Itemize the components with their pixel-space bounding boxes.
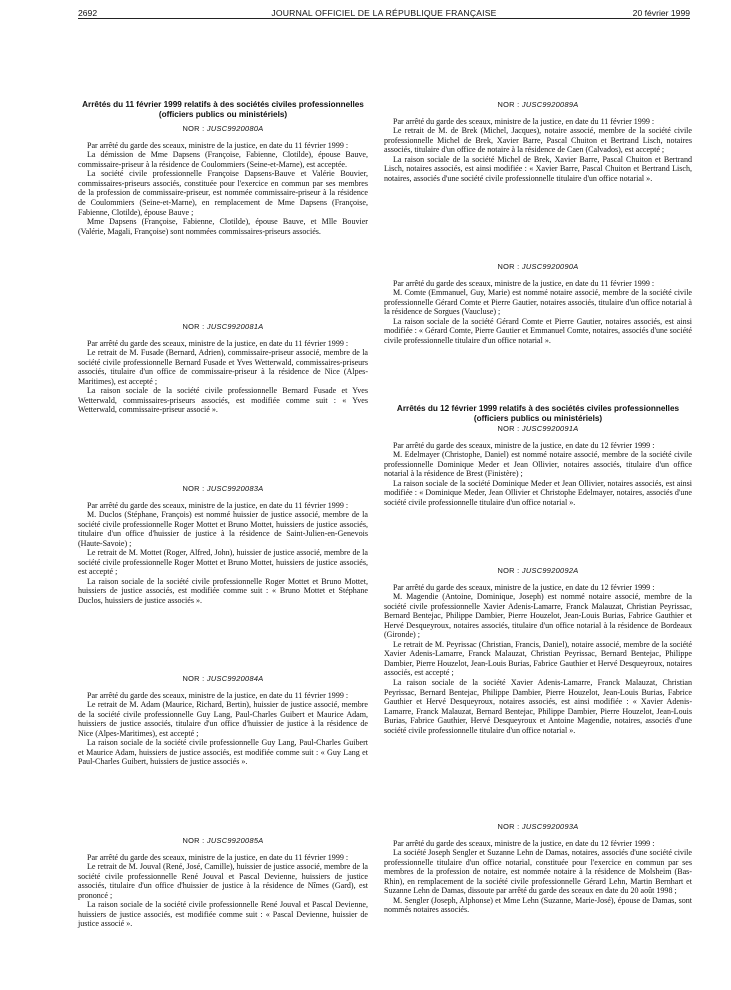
paragraph: Par arrêté du garde des sceaux, ministre de la justice, en date du 11 février 1999 : [393, 278, 655, 288]
nor-reference: NOR : JUSC9920084A [182, 674, 264, 683]
issue-date: 20 février 1999 [632, 8, 690, 18]
paragraph: La raison sociale de la société civile professionnelle Guy Lang, Paul-Charles Guibert et Maurice Adam, huissiers de justice associés, est modifiée comme suit : « Guy Lang et Paul-Charles Guibert, huissiers de justice associés ». [78, 738, 368, 767]
arrete-block-0091 [384, 404, 692, 508]
paragraph: Mme Dapsens (Françoise, Fabienne, Clotilde), épouse Bauve, et Mlle Bouvier (Valérie, Magali, Françoise) sont nommées commissaires-priseurs associés. [78, 217, 368, 236]
page-header [78, 4, 690, 24]
nor-reference: NOR : JUSC9920081A [182, 322, 264, 331]
paragraph: La société civile professionnelle Françoise Dapsens-Bauve et Valérie Bouvier, commissaires-priseurs associés, constituée pour l'exercice en commun par ses membres de la profession de commissaire-priseur, est nommée commissaire-priseur à la résidence de Coulommiers (Seine-et-Marne), en remplacement de Mme Dapsens (Françoise, Fabienne, Clotilde), épouse Bauve ; [78, 169, 368, 217]
paragraph: La raison sociale de la société civile professionnelle Roger Mottet et Bruno Mottet, huissiers de justice associés, est modifiée comme suit : « Bruno Mottet et Stéphane Duclos, huissiers de justice associés ». [78, 576, 368, 605]
paragraph: Le retrait de M. Jouval (René, José, Camille), huissier de justice associé, membre de la société civile professionnelle René Jouval et Pascal Devienne, huissiers de justice associés, titulaire d'un office d'huissier de justice à la résidence de Nîmes (Gard), est prononcé ; [78, 862, 368, 900]
paragraph: La raison sociale de la société Dominique Meder et Jean Ollivier, notaires associés, est ainsi modifiée : « Dominique Meder, Jean Ollivier et Christophe Edelmayer, notaires, associés d'une société civile professionnelle titulaire d'un office notarial ». [384, 478, 692, 507]
paragraph: La raison sociale de la société Xavier Adenis-Lamarre, Franck Malauzat, Christian Peyrissac, Bernard Bentejac, Philippe Dambier, Pierre Houzelot, Jean-Louis Burias, Fabrice Gauthier et Hervé Desqueyroux, notaires associés, est ainsi modifiée : « Xavier Adenis-Lamarre, Franck Malauzat, Bernard Bentejac, Philippe Dambier, Pierre Houzelot, Jean-Louis Burias, Fabrice Gauthier, Hervé Desqueyroux et Antoine Magendie, notaires, associés d'une société civile professionnelle titulaire d'un office notarial ». [384, 677, 692, 735]
arrete-block-0081 [78, 322, 368, 415]
paragraph: Par arrêté du garde des sceaux, ministre de la justice, en date du 11 février 1999 : [87, 338, 349, 348]
nor-reference: NOR : JUSC9920085A [182, 836, 264, 845]
paragraph: Par arrêté du garde des sceaux, ministre de la justice, en date du 11 février 1999 : [87, 852, 349, 862]
arrete-block-0080 [78, 100, 368, 236]
nor-reference: NOR : JUSC9920093A [497, 822, 579, 831]
paragraph: Par arrêté du garde des sceaux, ministre de la justice, en date du 11 février 1999 : [87, 140, 349, 150]
paragraph: La démission de Mme Dapsens (Françoise, Fabienne, Clotilde), épouse Bauve, commissaire-priseur à la résidence de Coulommiers (Seine-et-Marne), est acceptée. [78, 150, 368, 169]
paragraph: Le retrait de M. Fusade (Bernard, Adrien), commissaire-priseur associé, membre de la société civile professionnelle Bernard Fusade et Yves Wetterwald, commissaires-priseurs associés, titulaire d'un office de commissaire-priseur à la résidence de Nice (Alpes-Maritimes), est accepté ; [78, 348, 368, 386]
paragraph: Par arrêté du garde des sceaux, ministre de la justice, en date du 11 février 1999 : [87, 690, 349, 700]
arrete-block-0089 [384, 100, 692, 183]
paragraph: Par arrêté du garde des sceaux, ministre de la justice, en date du 11 février 1999 : [87, 500, 349, 510]
paragraph: M. Sengler (Joseph, Alphonse) et Mme Lehn (Suzanne, Marie-José), épouse de Damas, sont nommés notaires associés. [384, 895, 692, 915]
paragraph: M. Duclos (Stéphane, François) est nommé huissier de justice associé, membre de la société civile professionnelle Roger Mottet et Bruno Mottet, huissiers de justice associés, titulaire d'un office d'huissier de justice à la résidence de Saint-Julien-en-Genevois (Haute-Savoie) ; [78, 510, 368, 548]
nor-reference: NOR : JUSC9920092A [497, 566, 579, 575]
paragraph: La raison sociale de la société Michel de Brek, Xavier Barre, Pascal Chuiton et Bertrand Lisch, notaires associés, est ainsi modifiée : « Xavier Barre, Pascal Chuiton et Bertrand Lisch, notaires, associés d'une société civile professionnelle titulaire d'un office notarial ». [384, 154, 692, 183]
nor-reference: NOR : JUSC9920080A [182, 124, 264, 134]
paragraph: M. Comte (Emmanuel, Guy, Marie) est nommé notaire associé, membre de la société civile professionnelle Gérard Comte et Pierre Gautier, notaires associés, titulaire d'un office notarial à la résidence de Sorgues (Vaucluse) ; [384, 288, 692, 317]
paragraph: La raison sociale de la société civile professionnelle Bernard Fusade et Yves Wetterwald, commissaires-priseurs associés, est modifiée comme suit : « Yves Wetterwald, commissaire-priseur associé ». [78, 386, 368, 415]
paragraph: Le retrait de M. Mottet (Roger, Alfred, John), huissier de justice associé, membre de la société civile professionnelle Roger Mottet et Bruno Mottet, huissiers de justice associés, est accepté ; [78, 548, 368, 577]
header-rule [78, 18, 690, 19]
nor-reference: NOR : JUSC9920090A [497, 262, 579, 271]
paragraph: Le retrait de M. Adam (Maurice, Richard, Bertin), huissier de justice associé, membre de la société civile professionnelle Guy Lang, Paul-Charles Guibert et Maurice Adam, huissiers de justice associés, titulaire d'un office d'huissier de justice à la résidence de Nice (Alpes-Maritimes), est accepté ; [78, 700, 368, 738]
paragraph: Le retrait de M. Peyrissac (Christian, Francis, Daniel), notaire associé, membre de la société Xavier Adenis-Lamarre, Franck Malauzat, Christian Peyrissac, Bernard Bentejac, Philippe Dambier, Pierre Houzelot, Jean-Louis Burias, Fabrice Gauthier et Hervé Desqueyroux, notaires associés, est accepté ; [384, 639, 692, 678]
page-number: 2692 [78, 8, 98, 18]
journal-title: JOURNAL OFFICIEL DE LA RÉPUBLIQUE FRANÇAISE [271, 8, 497, 18]
paragraph: Par arrêté du garde des sceaux, ministre de la justice, en date du 12 février 1999 : [393, 440, 655, 450]
section-title: Arrêtés du 12 février 1999 relatifs à des sociétés civiles professionnelles (officiers publics ou ministériels) [396, 404, 680, 423]
paragraph: Par arrêté du garde des sceaux, ministre de la justice, en date du 12 février 1999 : [393, 838, 655, 848]
arrete-block-0085 [78, 836, 368, 929]
nor-reference: NOR : JUSC9920089A [497, 100, 579, 109]
arrete-block-0083 [78, 484, 368, 606]
arrete-block-0093 [384, 822, 692, 915]
paragraph: M. Edelmayer (Christophe, Daniel) est nommé notaire associé, membre de la société civile professionnelle Dominique Meder et Jean Ollivier, notaires associés, titulaire d'un office notarial à la résidence de Brest (Finistère) ; [384, 450, 692, 479]
paragraph: Par arrêté du garde des sceaux, ministre de la justice, en date du 11 février 1999 : [393, 116, 655, 126]
paragraph: La raison sociale de la société Gérard Comte et Pierre Gautier, notaires associés, est ainsi modifiée : « Gérard Comte, Pierre Gautier et Emmanuel Comte, notaires, associés d'une société civile professionnelle titulaire d'un office notarial ». [384, 316, 692, 345]
paragraph: M. Magendie (Antoine, Dominique, Joseph) est nommé notaire associé, membre de la société civile professionnelle Xavier Adenis-Lamarre, Franck Malauzat, Christian Peyrissac, Bernard Bentejac, Philippe Dambier, Pierre Houzelot, Jean-Louis Burias, Fabrice Gauthier et Hervé Desqueyroux, notaires associés, titulaire d'un office notarial à la résidence de Bordeaux (Gironde) ; [384, 592, 692, 640]
paragraph: La raison sociale de la société civile professionnelle René Jouval et Pascal Devienne, huissiers de justice associés, est modifiée comme suit : « Pascal Devienne, huissier de justice associé ». [78, 900, 368, 929]
arrete-block-0084 [78, 674, 368, 767]
nor-reference: NOR : JUSC9920091A [497, 424, 579, 434]
arrete-block-0092 [384, 566, 692, 735]
paragraph: Le retrait de M. de Brek (Michel, Jacques), notaire associé, membre de la société civile professionnelle Michel de Brek, Xavier Barre, Pascal Chuiton et Bertrand Lisch, notaires associés, titulaire d'un office de notaire à la résidence de Caen (Calvados), est accepté ; [384, 126, 692, 155]
section-title: Arrêtés du 11 février 1999 relatifs à des sociétés civiles professionnelles (officiers publics ou ministériels) [82, 100, 364, 119]
paragraph: La société Joseph Sengler et Suzanne Lehn de Damas, notaires, associés d'une société civile professionnelle titulaire d'un office notarial, constituée pour l'exercice en commun par ses membres de la profession de notaire, est nommée notaire à la résidence de Molsheim (Bas-Rhin), en remplacement de la société civile professionnelle Gérard Lehn, Martin Bernhart et Suzanne Lehn de Damas, dissoute par arrêté du garde des sceaux en date du 20 août 1998 ; [384, 848, 692, 896]
arrete-block-0090 [384, 262, 692, 345]
nor-reference: NOR : JUSC9920083A [182, 484, 264, 493]
paragraph: Par arrêté du garde des sceaux, ministre de la justice, en date du 12 février 1999 : [393, 582, 655, 592]
